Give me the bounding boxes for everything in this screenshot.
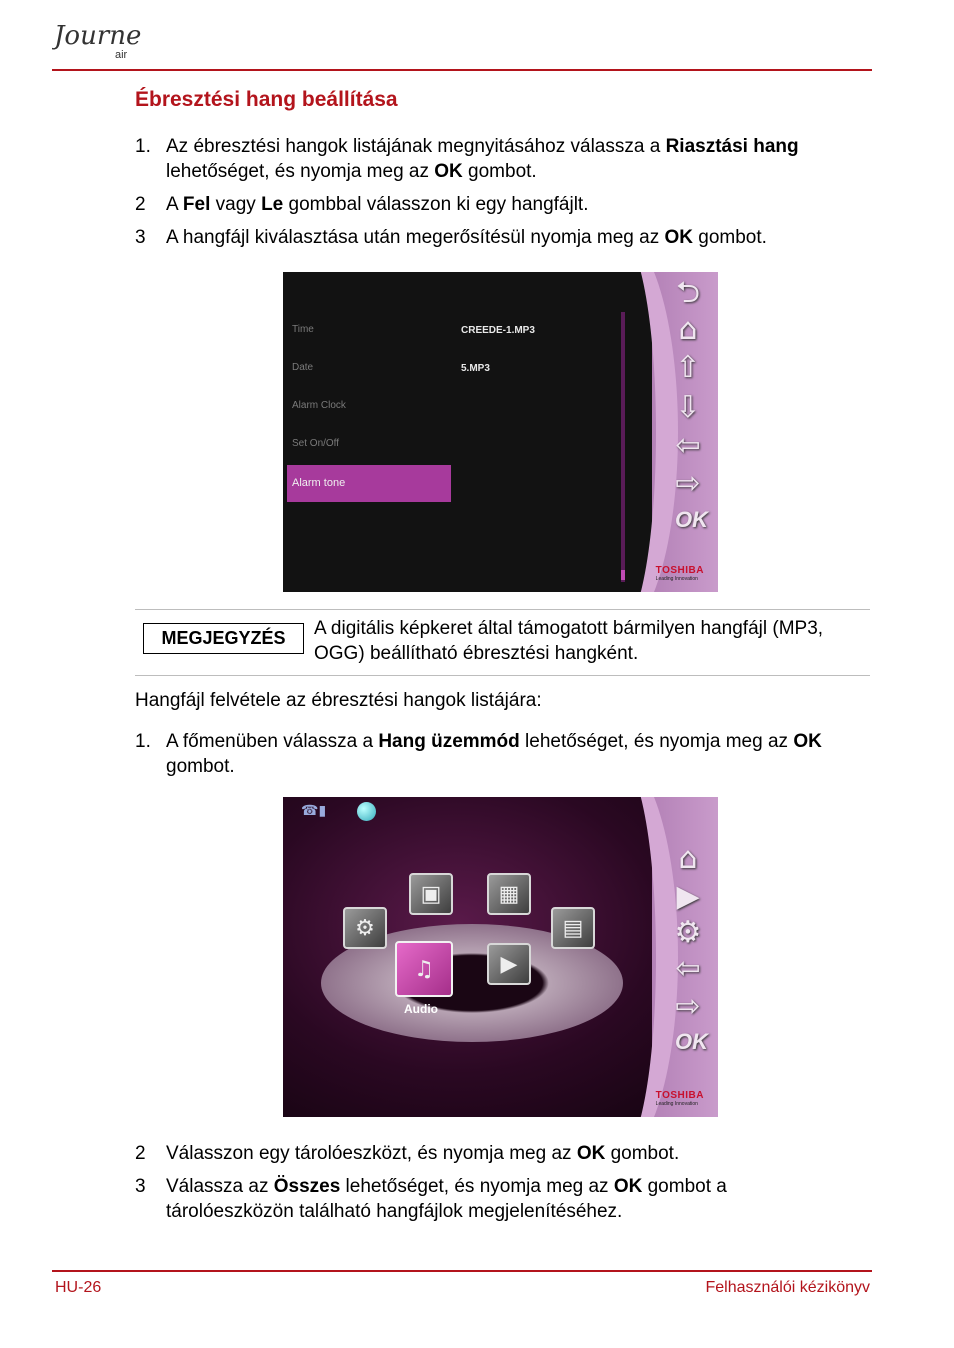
status-indicator-icon [357, 802, 376, 821]
manual-title: Felhasználói kézikönyv [705, 1279, 870, 1296]
logo-graphic [52, 14, 142, 66]
step-text: A hangfájl kiválasztása után megerősítésül nyomja meg az OK gombot. [166, 227, 767, 248]
arrow-down-icon: ⇩ [675, 389, 701, 425]
ok-icon: OK [675, 507, 708, 532]
step-text: A főmenüben válassza a Hang üzemmód lehetőséget, és nyomja meg az OK gombot. [166, 731, 822, 777]
toshiba-brand [656, 1090, 704, 1107]
home-icon: ⌂ [678, 840, 698, 876]
journe-air-logo [52, 14, 142, 66]
arrow-left-icon: ⇦ [675, 427, 701, 463]
side-arc [558, 272, 678, 592]
menu-item-alarm-clock: Alarm Clock [292, 400, 346, 411]
footer-rule [52, 1270, 872, 1272]
toshiba-brand [656, 565, 704, 582]
step-item [135, 1141, 875, 1166]
step-item [135, 134, 875, 184]
side-arc [558, 797, 678, 1117]
main-menu-screenshot [283, 797, 718, 1117]
note-top-rule [135, 609, 870, 610]
step-text: Válassza az Összes lehetőséget, és nyomja meg az OK gombot a tárolóeszközön található hangfájlok megjelenítéséhez. [166, 1176, 727, 1222]
header-rule [52, 69, 872, 71]
photo-mode-icon: ▣ [409, 873, 453, 915]
menu-item-set-on-off: Set On/Off [292, 438, 340, 449]
brand-tagline: Leading Innovation [655, 576, 698, 582]
settings-icon: ⚙ [674, 914, 702, 950]
step-item [135, 192, 875, 217]
step-text: Válasszon egy tárolóeszközt, és nyomja meg az OK gombot. [166, 1143, 680, 1164]
menu-item-date: Date [292, 362, 314, 373]
step-number: 2 [135, 1143, 146, 1164]
step-number: 1. [135, 731, 151, 752]
return-icon: ⮌ [675, 274, 701, 310]
status-icons: ☎▮ [301, 802, 327, 818]
brand-tagline: Leading Innovation [655, 1101, 698, 1107]
logo-sub: air [115, 49, 128, 61]
steps-list-1 [135, 134, 875, 258]
arrow-up-icon: ⇧ [675, 349, 701, 385]
note-bottom-rule [135, 675, 870, 676]
steps-list-2 [135, 729, 875, 787]
alarm-tone-screenshot [283, 272, 718, 592]
step-number: 1. [135, 136, 151, 157]
step-number: 2 [135, 194, 146, 215]
note-label: MEGJEGYZÉS [143, 623, 304, 654]
file-item: CREEDE-1.MP3 [461, 325, 535, 336]
play-icon: ▶ [676, 878, 700, 914]
step-text: Az ébresztési hangok listájának megnyitásához válassza a Riasztási hang lehetőséget, és nyomja meg az OK gombot. [166, 136, 799, 182]
ok-icon: OK [675, 1029, 708, 1054]
step-number: 3 [135, 227, 146, 248]
menu-item-time: Time [292, 324, 314, 335]
intro-paragraph: Hangfájl felvétele az ébresztési hangok listájára: [135, 690, 542, 711]
selected-mode-label: Audio [404, 1002, 438, 1016]
step-number: 3 [135, 1176, 146, 1197]
step-item [135, 729, 875, 779]
brand-name: TOSHIBA [655, 1090, 704, 1101]
section-title: Ébresztési hang beállítása [135, 88, 398, 111]
file-item: 5.MP3 [461, 363, 490, 374]
home-icon: ⌂ [678, 311, 698, 347]
calendar-mode-icon: ▦ [487, 873, 531, 915]
brand-name: TOSHIBA [655, 565, 704, 576]
settings-mode-icon: ⚙ [343, 907, 387, 949]
step-item [135, 225, 875, 250]
arrow-right-icon: ⇨ [675, 988, 701, 1024]
arrow-right-icon: ⇨ [675, 465, 701, 501]
menu-item-alarm-tone: Alarm tone [292, 477, 346, 489]
step-item [135, 1174, 875, 1224]
page-number: HU-26 [55, 1279, 102, 1296]
arrow-left-icon: ⇦ [675, 950, 701, 986]
note-text: A digitális képkeret által támogatott bármilyen hangfájl (MP3, OGG) beállítható ébresztési hangként. [314, 618, 824, 664]
logo-word: Journe [54, 21, 142, 51]
audio-mode-icon: ♫ [395, 941, 453, 997]
slideshow-mode-icon: ▤ [551, 907, 595, 949]
step-text: A Fel vagy Le gombbal válasszon ki egy hangfájlt. [166, 194, 589, 215]
steps-list-3 [135, 1141, 875, 1232]
video-mode-icon: ▶ [487, 943, 531, 985]
